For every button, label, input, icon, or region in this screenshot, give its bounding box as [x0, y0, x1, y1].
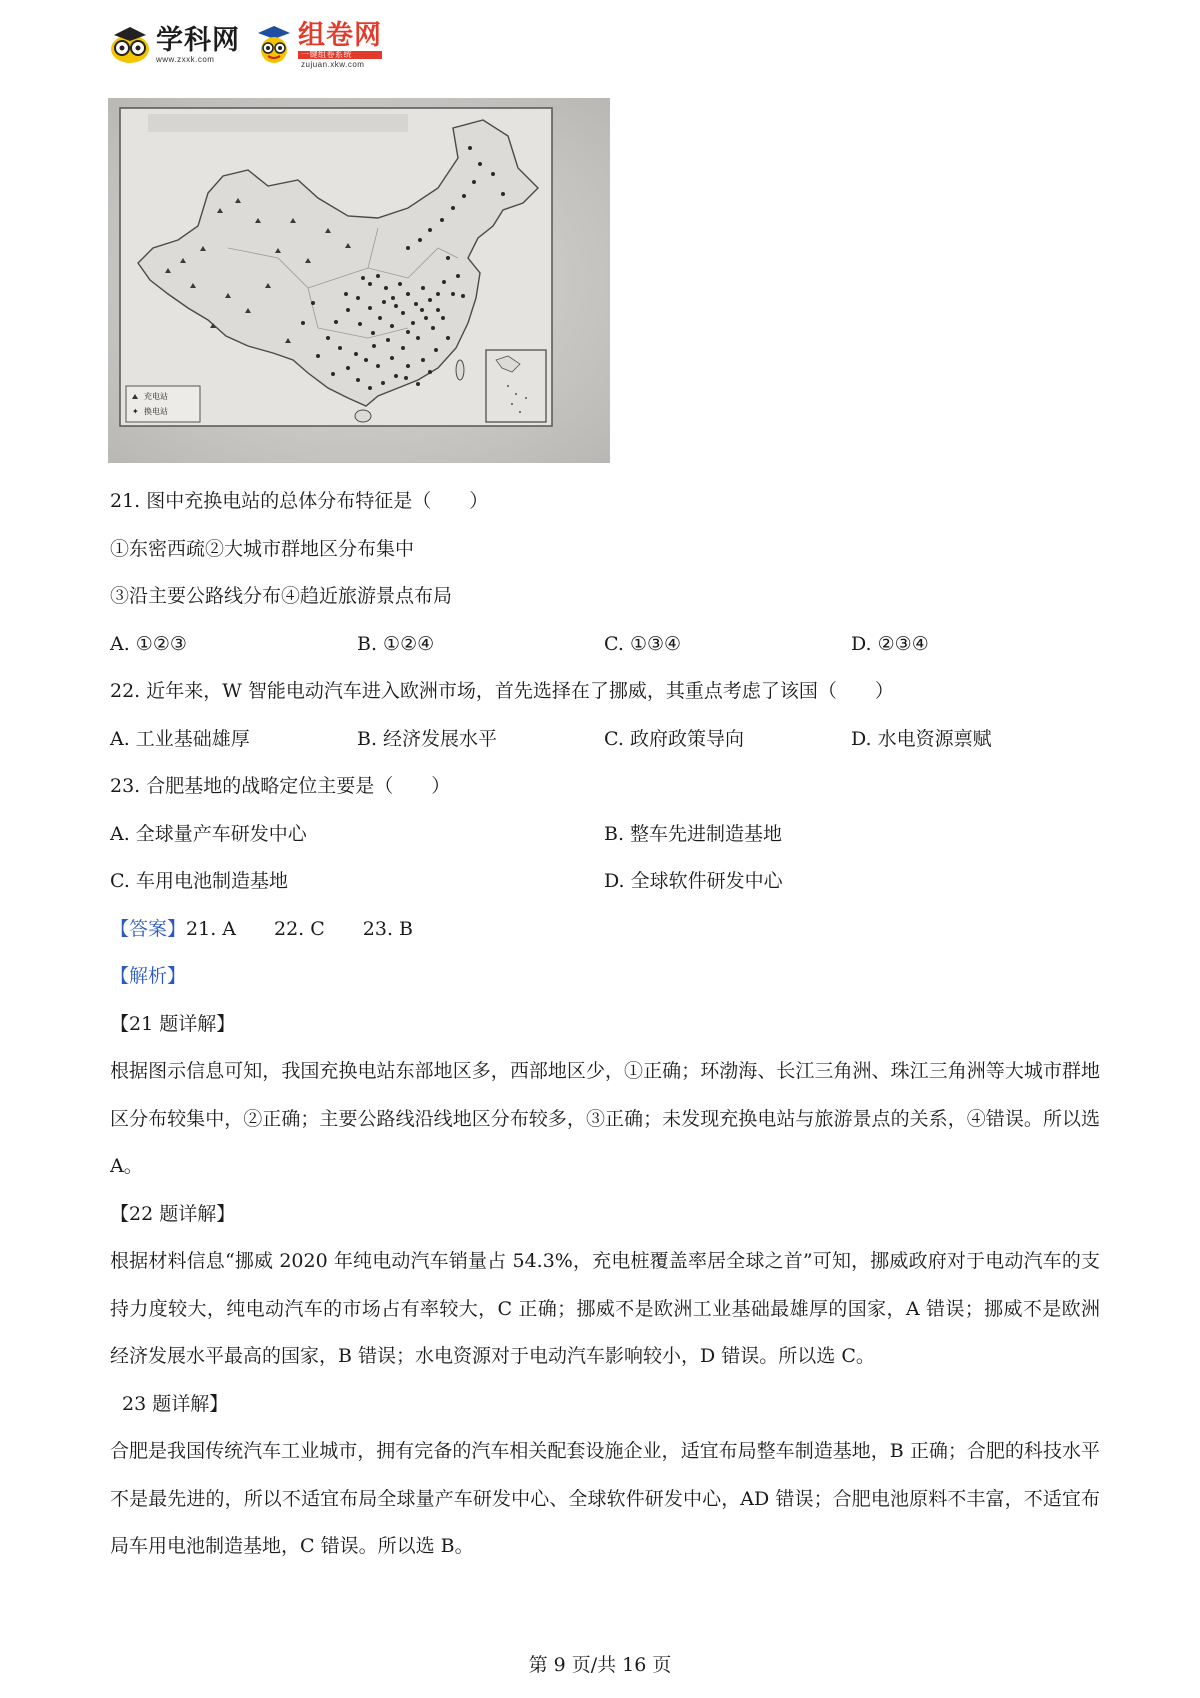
cartoon-mascot-icon — [254, 24, 294, 66]
q23-options-row1 — [110, 811, 1100, 859]
logo-zujuan[interactable] — [254, 19, 382, 69]
q22-options — [110, 716, 1100, 764]
south-china-sea-inset — [486, 350, 546, 422]
china-station-map — [108, 98, 610, 463]
logo-zujuan-url: zujuan.xkw.com — [301, 59, 365, 69]
q21-option-a[interactable]: A. ①②③ — [110, 632, 187, 655]
answer-line — [110, 906, 1100, 954]
header-logos — [108, 19, 382, 69]
q21-option-b[interactable]: B. ①②④ — [357, 632, 435, 655]
logo-zujuan-name: 组卷网 — [298, 19, 382, 50]
q22-stem: 22. 近年来，W 智能电动汽车进入欧洲市场，首先选择在了挪威，其重点考虑了该国（ ） — [110, 680, 894, 702]
q23-option-c[interactable]: C. 车用电池制造基地 — [110, 870, 288, 892]
d21-heading: 【21 题详解】 — [110, 1012, 236, 1035]
logo-zujuan-slogan: 一键组卷系统 — [298, 51, 382, 59]
q21-options — [110, 621, 1100, 669]
q21-option-c[interactable]: C. ①③④ — [604, 632, 682, 655]
logo-zxxk[interactable] — [108, 25, 240, 65]
q21-option-d[interactable]: D. ②③④ — [851, 632, 929, 655]
q21-statement-1: ①东密西疏②大城市群地区分布集中 — [110, 537, 415, 560]
q22-option-a[interactable]: A. 工业基础雄厚 — [110, 727, 250, 750]
d22-heading: 【22 题详解】 — [110, 1202, 236, 1225]
q22-option-d[interactable]: D. 水电资源禀赋 — [851, 727, 992, 750]
owl-mascot-icon — [108, 25, 152, 65]
analysis-label: 【解析】 — [110, 965, 187, 987]
legend-swap: 换电站 — [144, 407, 168, 416]
q23-options-row2 — [110, 858, 1100, 906]
q21-statement-2: ③沿主要公路线分布④趋近旅游景点布局 — [110, 585, 453, 607]
q22-option-c[interactable]: C. 政府政策导向 — [604, 727, 744, 750]
q21-stem: 21. 图中充换电站的总体分布特征是（ ） — [110, 490, 489, 512]
d22-text: 根据材料信息“挪威 2020 年纯电动汽车销量占 54.3%，充电桩覆盖率居全球之首”可知，挪威政府对于电动汽车的支持力度较大，纯电动汽车的市场占有率较大，C 正确；挪威不是欧洲工业基础最雄厚的国家，A 错误；挪威不是欧洲经济发展水平最高的国家，B 错误；水电资源对于电动汽车影响较小，D 错误。所以选 C。 — [110, 1250, 1100, 1367]
q23-option-b[interactable]: B. 整车先进制造基地 — [604, 822, 783, 845]
q23-option-d[interactable]: D. 全球软件研发中心 — [604, 870, 783, 892]
d23-heading: 23 题详解】 — [122, 1392, 229, 1415]
map-figure-svg — [108, 98, 610, 463]
question-content — [110, 478, 1100, 1571]
q23-stem: 23. 合肥基地的战略定位主要是（ ） — [110, 775, 451, 797]
q23-option-a[interactable]: A. 全球量产车研发中心 — [110, 822, 307, 845]
answer-label: 【答案】 — [110, 917, 187, 940]
svg-text:✦: ✦ — [132, 407, 139, 416]
page-number: 第 9 页/共 16 页 — [528, 1654, 672, 1676]
logo-zxxk-name: 学科网 — [156, 24, 240, 55]
answer-text: 21. A 22. C 23. B — [186, 917, 414, 940]
logo-zxxk-url: www.zxxk.com — [156, 54, 215, 64]
d23-text: 合肥是我国传统汽车工业城市，拥有完备的汽车相关配套设施企业，适宜布局整车制造基地，B 正确；合肥的科技水平不是最先进的，所以不适宜布局全球量产车研发中心、全球软件研发中心，AD 错误；合肥电池原料不丰富，不适宜布局车用电池制造基地，C 错误。所以选 B。 — [110, 1440, 1100, 1557]
q22-option-b[interactable]: B. 经济发展水平 — [357, 727, 498, 750]
legend-charging: 充电站 — [144, 392, 168, 401]
d21-text: 根据图示信息可知，我国充换电站东部地区多，西部地区少，①正确；环渤海、长江三角洲、珠江三角洲等大城市群地区分布较集中，②正确；主要公路线沿线地区分布较多，③正确；未发现充换电站与旅游景点的关系，④错误。所以选 A。 — [110, 1060, 1100, 1177]
